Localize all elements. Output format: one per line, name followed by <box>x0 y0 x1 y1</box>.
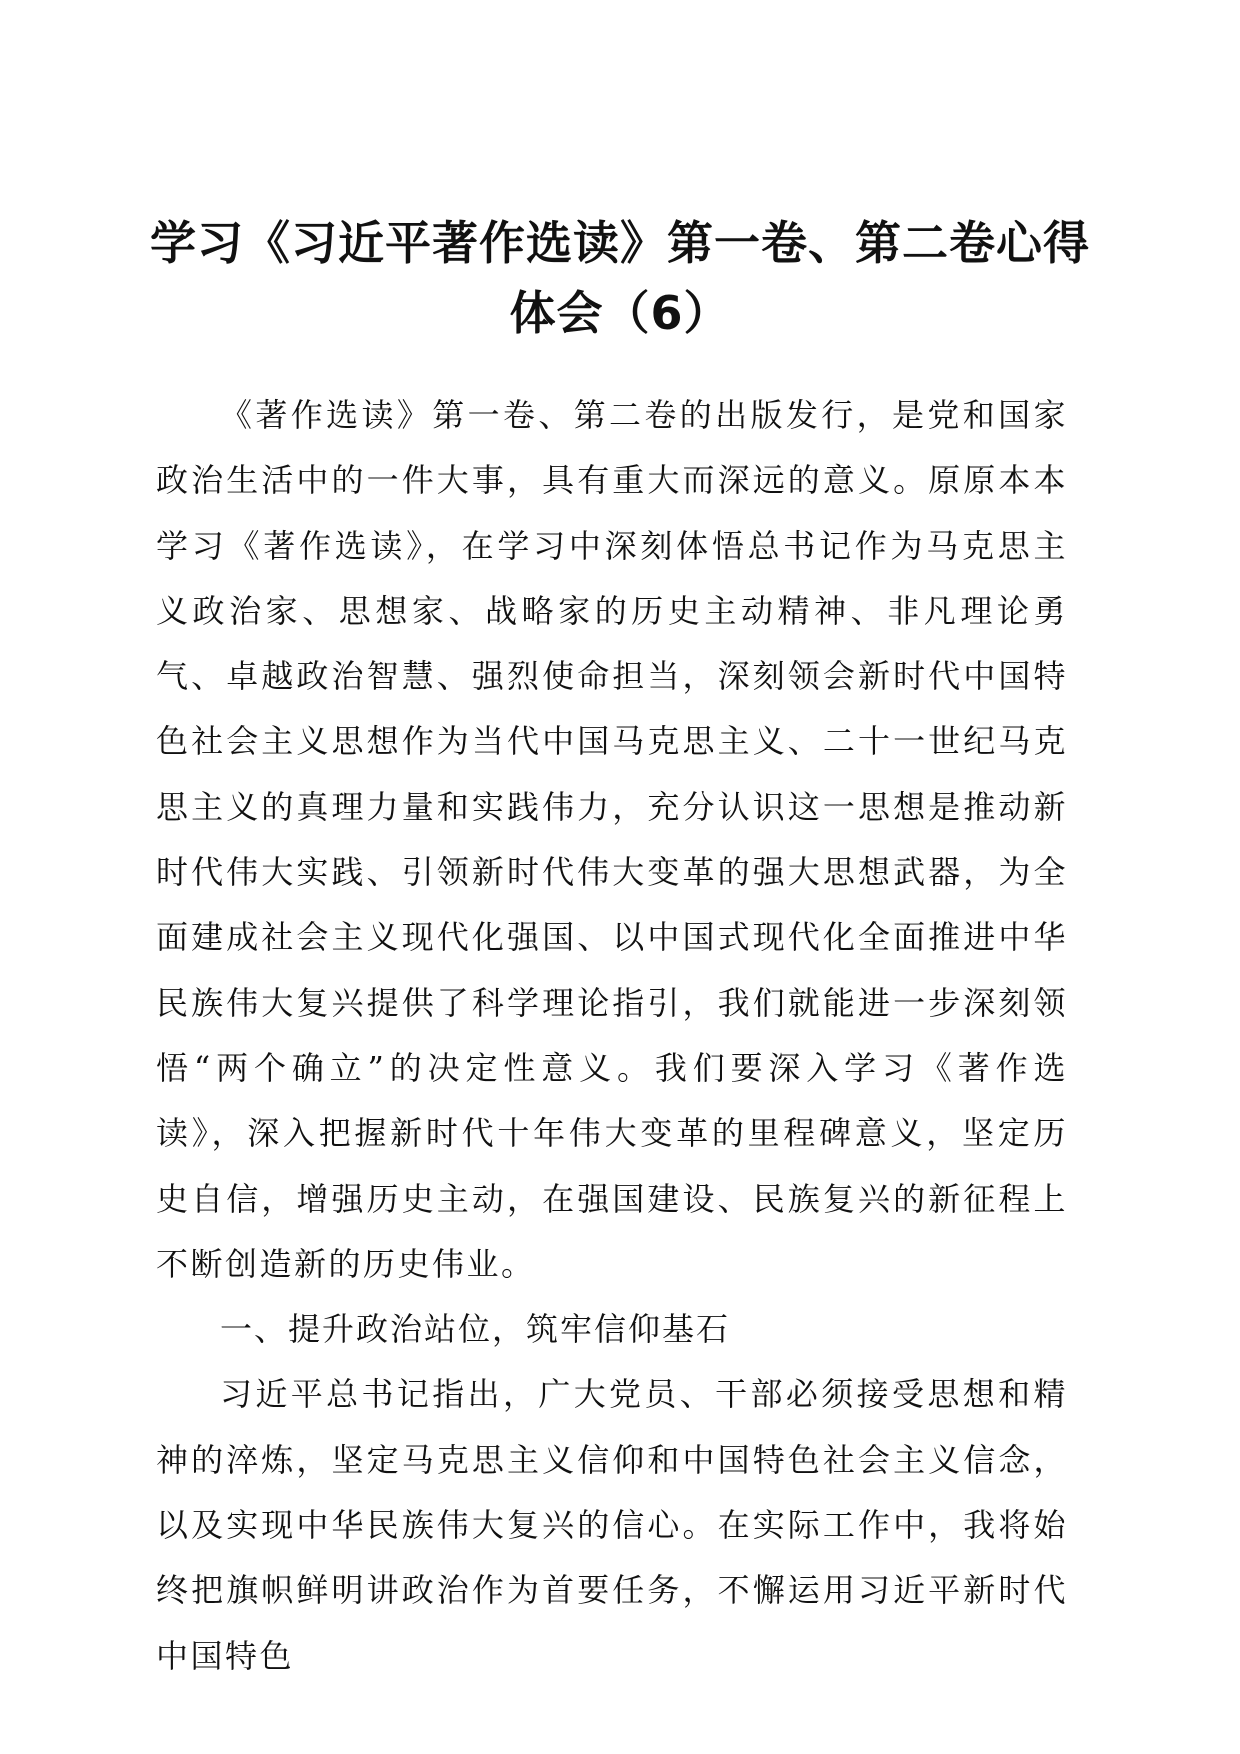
document-title <box>150 208 1090 348</box>
title-line-2: 体会（6） <box>509 286 731 340</box>
document-body <box>156 383 1068 1689</box>
body-paragraph: 习近平总书记指出，广大党员、干部必须接受思想和精神的淬炼，坚定马克思主义信仰和中国特色社会主义信念，以及实现中华民族伟大复兴的信心。在实际工作中，我将始终把旗帜鲜明讲政治作为首要任务，不懈运用习近平新时代中国特色 <box>156 1375 1068 1675</box>
title-line-1: 学习《习近平著作选读》第一卷、第二卷心得 <box>150 216 1090 270</box>
section-heading-1: 一、提升政治站位，筑牢信仰基石 <box>220 1310 731 1349</box>
intro-paragraph: 《著作选读》第一卷、第二卷的出版发行，是党和国家政治生活中的一件大事，具有重大而深远的意义。原原本本学习《著作选读》，在学习中深刻体悟总书记作为马克思主义政治家、思想家、战略家的历史主动精神、非凡理论勇气、卓越政治智慧、强烈使命担当，深刻领会新时代中国特色社会主义思想作为当代中国马克思主义、二十一世纪马克思主义的真理力量和实践伟力，充分认识这一思想是推动新时代伟大实践、引领新时代伟大变革的强大思想武器，为全面建成社会主义现代化强国、以中国式现代化全面推进中华民族伟大复兴提供了科学理论指引，我们就能进一步深刻领悟“两个确立”的决定性意义。我们要深入学习《著作选读》，深入把握新时代十年伟大变革的里程碑意义，坚定历史自信，增强历史主动，在强国建设、民族复兴的新征程上不断创造新的历史伟业。 <box>156 396 1068 1283</box>
